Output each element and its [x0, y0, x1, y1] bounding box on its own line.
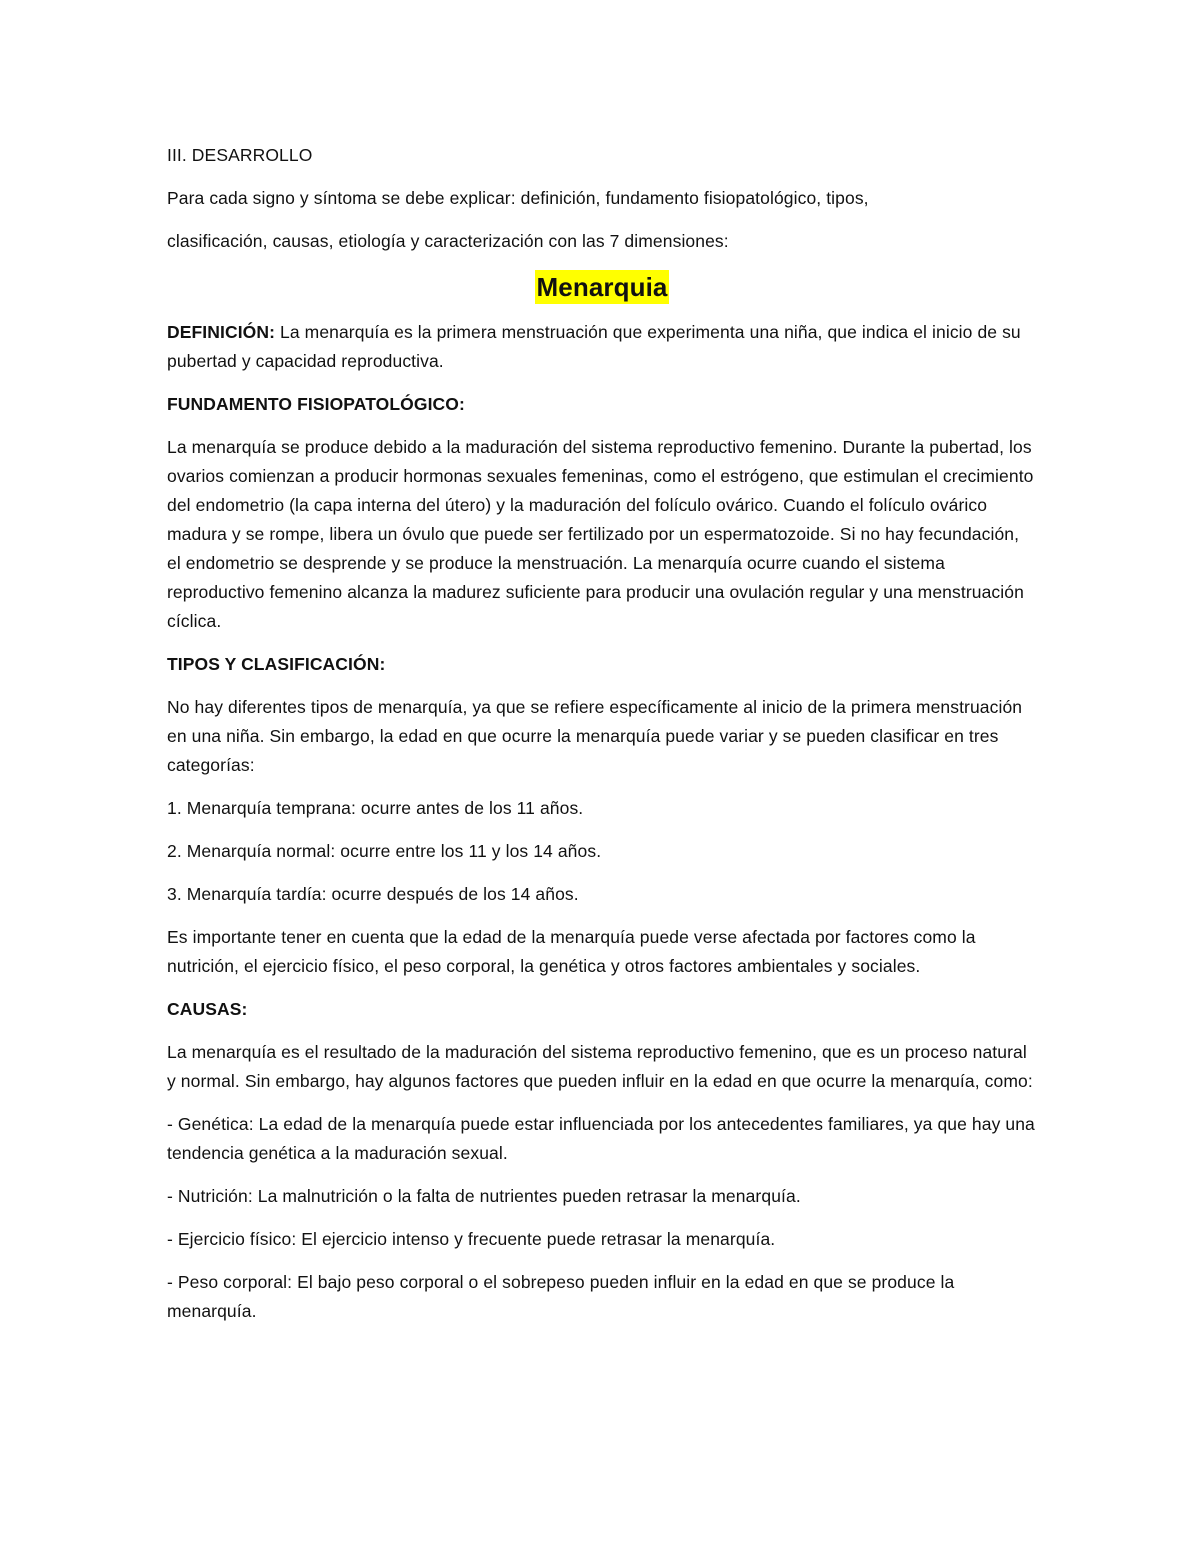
intro-line-2: clasificación, causas, etiología y caracterización con las 7 dimensiones:	[167, 231, 729, 251]
causas-item-peso: - Peso corporal: El bajo peso corporal o el sobrepeso pueden influir en la edad en que se produce la menarquía.	[167, 1272, 955, 1321]
fundamento-text: La menarquía se produce debido a la maduración del sistema reproductivo femenino. Durante la pubertad, los ovarios comienzan a producir hormonas sexuales femeninas, como el estrógeno, que estimulan el crecimiento del endometrio (la capa interna del útero) y la maduración del folículo ovárico. Cuando el folículo ovárico madura y se rompe, libera un óvulo que puede ser fertilizado por un espermatozoide. Si no hay fecundación, el endometrio se desprende y se produce la menstruación. La menarquía ocurre cuando el sistema reproductivo femenino alcanza la madurez suficiente para producir una ovulación regular y una menstruación cíclica.	[167, 437, 1034, 631]
tipos-item-3: 3. Menarquía tardía: ocurre después de los 14 años.	[167, 884, 579, 904]
document-body	[167, 141, 1037, 1340]
definicion-paragraph	[167, 318, 1037, 376]
definicion-text: La menarquía es la primera menstruación que experimenta una niña, que indica el inicio de su pubertad y capacidad reproductiva.	[167, 322, 1021, 371]
page-title: Menarquia	[536, 272, 668, 302]
causas-item-genetica: - Genética: La edad de la menarquía puede estar influenciada por los antecedentes familiares, ya que hay una tendencia genética a la maduración sexual.	[167, 1114, 1035, 1163]
tipos-note: Es importante tener en cuenta que la edad de la menarquía puede verse afectada por factores como la nutrición, el ejercicio físico, el peso corporal, la genética y otros factores ambientales y sociales.	[167, 927, 976, 976]
fundamento-heading: FUNDAMENTO FISIOPATOLÓGICO:	[167, 394, 465, 414]
causas-intro: La menarquía es el resultado de la maduración del sistema reproductivo femenino, que es un proceso natural y normal. Sin embargo, hay algunos factores que pueden influir en la edad en que ocurre la menarquía, como:	[167, 1042, 1033, 1091]
causas-heading: CAUSAS:	[167, 999, 248, 1019]
intro-line-1: Para cada signo y síntoma se debe explicar: definición, fundamento fisiopatológico, tipos,	[167, 188, 869, 208]
tipos-heading: TIPOS Y CLASIFICACIÓN:	[167, 654, 386, 674]
causas-item-nutricion: - Nutrición: La malnutrición o la falta de nutrientes pueden retrasar la menarquía.	[167, 1186, 801, 1206]
section-heading: III. DESARROLLO	[167, 145, 313, 165]
tipos-item-2: 2. Menarquía normal: ocurre entre los 11 y los 14 años.	[167, 841, 602, 861]
causas-item-ejercicio: - Ejercicio físico: El ejercicio intenso y frecuente puede retrasar la menarquía.	[167, 1229, 776, 1249]
tipos-item-1: 1. Menarquía temprana: ocurre antes de los 11 años.	[167, 798, 584, 818]
definicion-label: DEFINICIÓN:	[167, 322, 276, 342]
tipos-intro: No hay diferentes tipos de menarquía, ya que se refiere específicamente al inicio de la primera menstruación en una niña. Sin embargo, la edad en que ocurre la menarquía puede variar y se pueden clasificar en tres categorías:	[167, 697, 1023, 775]
title-row	[167, 270, 1037, 308]
